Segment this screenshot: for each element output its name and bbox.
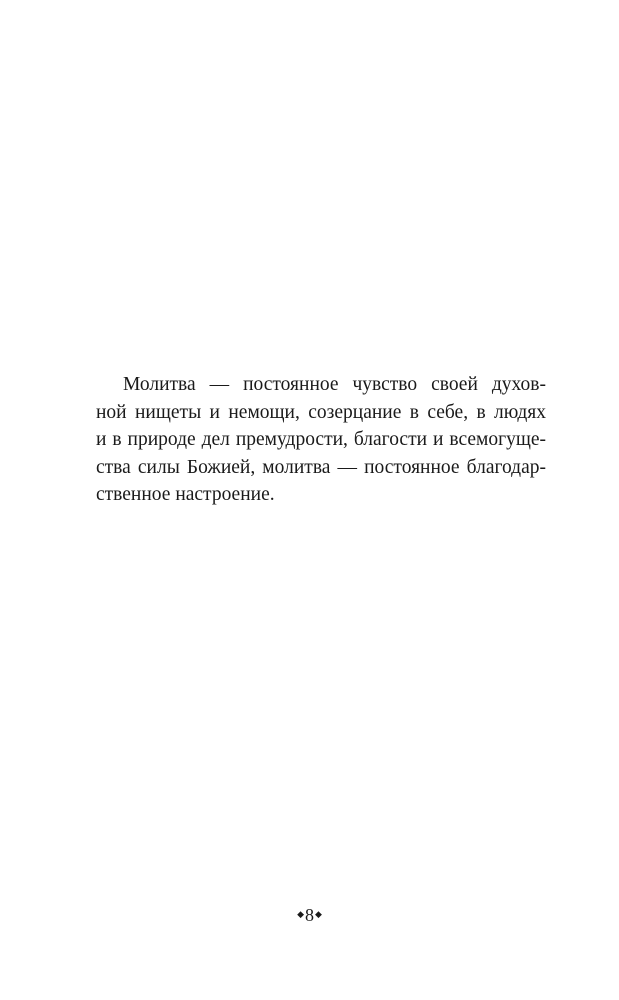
paragraph-line-3: и в природе дел премудрости, благости и всемогуще- <box>96 429 546 450</box>
paragraph-line-2: ной нищеты и немощи, созерцание в себе, в людях <box>96 401 546 423</box>
paragraph-line-5: ственное настроение. <box>96 484 275 505</box>
paragraph-line-4: ства силы Божией, молитва — постоянное благодар- <box>96 456 546 478</box>
page-footer <box>0 902 619 926</box>
paragraph <box>96 371 546 509</box>
right-ornament-icon: ◆ <box>315 908 322 919</box>
paragraph-line-1: Молитва — постоянное чувство своей духов- <box>123 374 546 395</box>
left-ornament-icon: ◆ <box>297 908 304 919</box>
page-number: 8 <box>305 904 314 925</box>
